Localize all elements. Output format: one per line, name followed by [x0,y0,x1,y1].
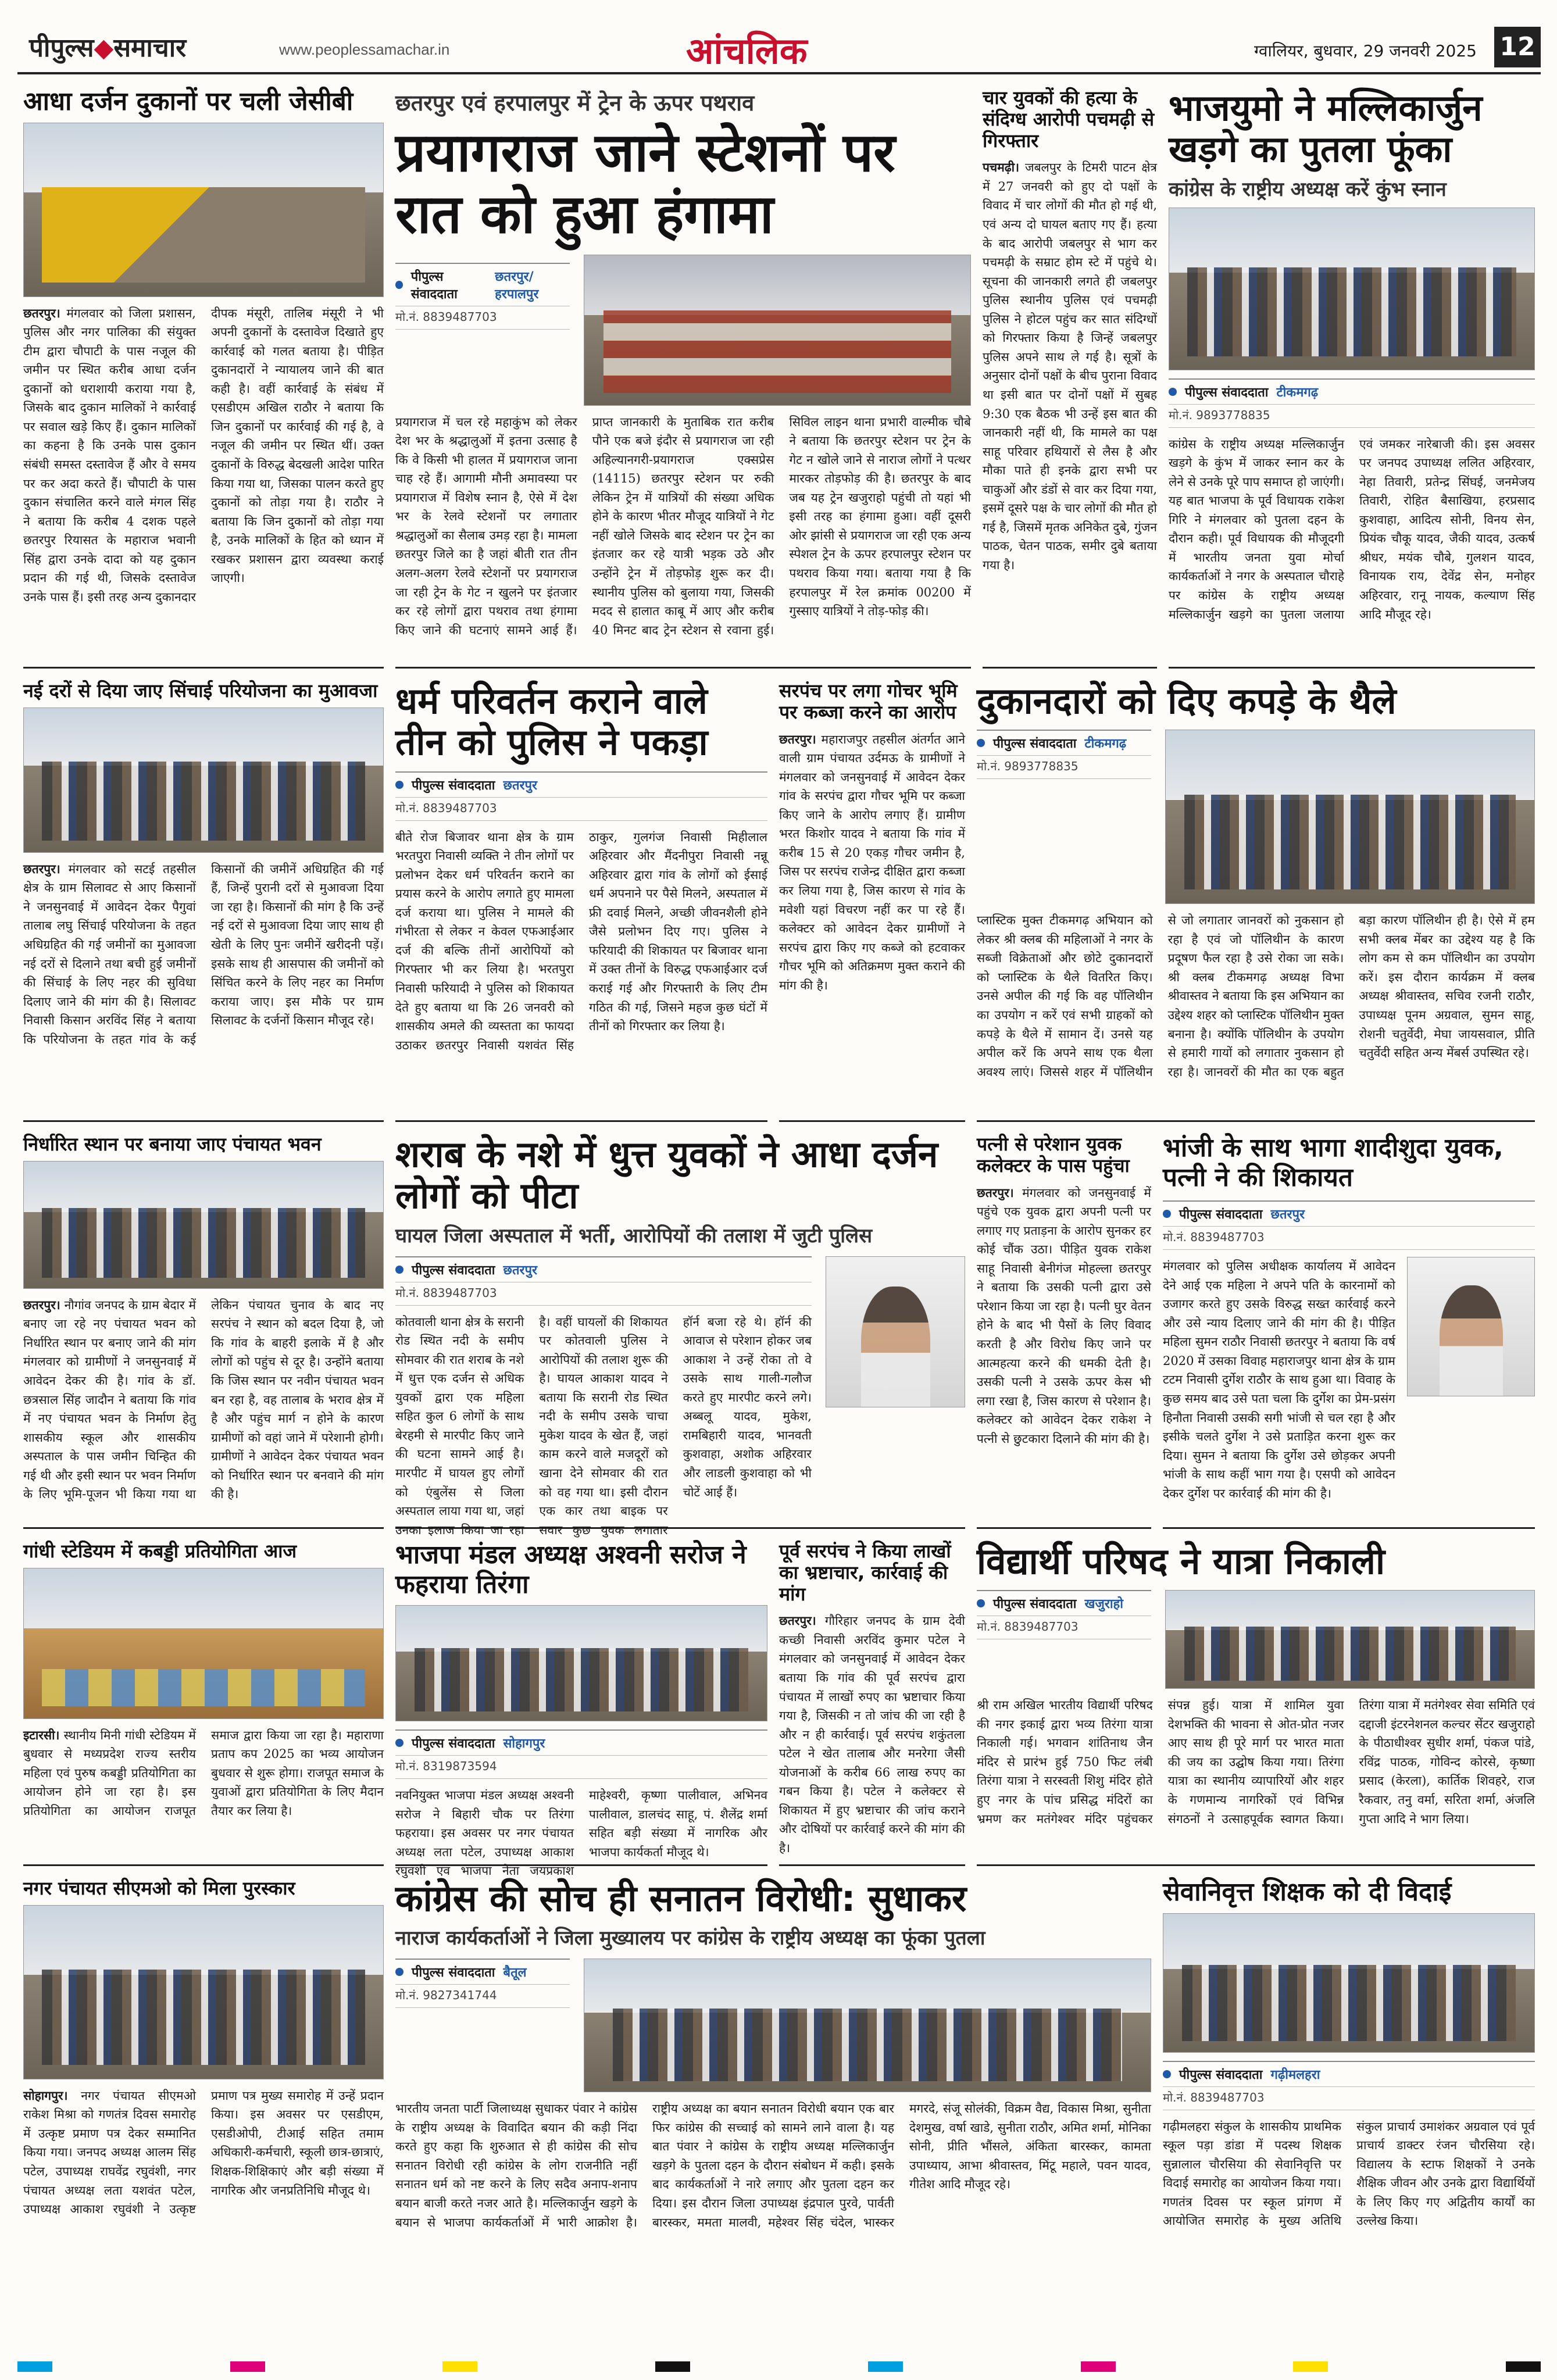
byline-dot-icon [1163,2070,1171,2078]
byline-dot-icon [395,1739,403,1747]
photo-villagers [23,1161,384,1289]
brand-left: पीपुल्स [29,33,94,63]
photo-flag-hoisting [395,1605,767,1721]
body-text: गौरिहार जनपद के ग्राम देवी कच्छी निवासी अरविंद कुमार पटेल ने मंगलवार को जनसुनवाई में आवेदन देकर बताया कि गांव की पूर्व सरपंच द्वारा पंचायत में लाखों रुपए का भ्रष्टाचार किया गया है, जिसकी न तो जांच की जा रही है और न ही कार्रवाई। पूर्व सरपंच शकुंतला पटेल ने खेत तालाब और मनरेगा जैसी योजनाओं के करीब 66 लाख रुपए का गबन किया है। पटेल ने कलेक्टर से शिकायत में हुए भ्रष्टाचार की जांच कराने और दोषियों पर कार्रवाई करने की मांग की है। [779,1614,965,1855]
byline-name: पीपुल्स संवाददाता [1179,1207,1263,1223]
story-murder [983,87,1157,669]
photo-jcb [23,123,384,297]
lead-place: पचमढ़ी। [983,160,1020,175]
body-text: स्थानीय मिनी गांधी स्टेडियम में बुधवार से मध्यप्रदेश राज्य स्तरीय महिला एवं पुरुष कबड्डी प्रतियोगिता का आयोजन होने जा रहा है। इस प्रतियोगिता का आयोजन राजपूत समाज द्वारा किया जा रहा है। महाराणा प्रताप कप 2025 का भव्य आयोजन बुधवार से शुरू होगा। राजपूत समाज के युवाओं द्वारा प्रतियोगिता के लिए मैदान तैयार कर लिया है। [23,1728,384,1818]
dateline: ग्वालियर, बुधवार, 29 जनवरी 2025 [1254,41,1477,60]
body-text: मंगलवार को जिला प्रशासन, पुलिस और नगर पालिका की संयुक्त टीम द्वारा चौपाटी के पास नजूल की जमीन पर स्थित करीब आधा दर्जन दुकानों को धराशायी कराया गया है, जिसके बाद दुकान मालिकों ने कार्रवाई पर सवाल खड़े किए हैं। दुकान मालिकों का कहना है कि उनके पास दुकान संबंधी समस्त दस्तावेज हैं और वे समय पर कर अदा करते हैं। चौपाटी के पास दुकान संचालित करने वाले मंगल सिंह ने बताया कि करीब 4 दशक पहले छतरपुर रियासत के महाराज भवानी सिंह द्वारा उनके दादा को यह दुकान प्रदान की गई थी, जिसके दस्तावेज उनके पास हैं। इसी तरह अन्य दुकानदार दीपक मंसूरी, तालिब मंसूरी ने भी अपनी दुकानों के दस्तावेज दिखाते हुए कार्रवाई को गलत बताया है। पीड़ित दुकानदारों ने न्यायालय जाने की बात कही है। वहीं कार्रवाई के संबंध में एसडीएम अखिल राठौर ने बताया कि जिन दुकानों पर कार्रवाई की गई है, वे नजूल की जमीन पर स्थित थीं। उक्त दुकानों के विरुद्ध बेदखली आदेश पारित किया गया था, जिसका पालन करते हुए दुकानों को तोड़ा गया है। राठौर ने बताया कि जिन दुकानों को तोड़ा गया है, उनके मालिकों के हित को ध्यान में रखकर प्रशासन द्वारा व्यवस्था कराई जाएगी। [23,306,384,604]
byline-dot-icon [395,781,403,789]
photo-club [1165,730,1535,904]
photo-woman [1407,1257,1535,1396]
story-sharab [395,1133,965,1537]
byline [977,730,1151,756]
body-text: महाराजपुर तहसील अंतर्गत आने वाली ग्राम पंचायत उर्दमऊ के ग्रामीणों ने मंगलवार को जनसुनवाई में आवेदन देकर गांव के सरपंच द्वारा गौचर भूमि पर कब्जा किए जाने के आरोप लगाए हैं। ग्रामीण भरत किशोर यादव ने बताया कि गांव में करीब 15 से 20 एकड़ गौचर जमीन है, जिस पर सरपंच राजेन्द्र दीक्षित द्वारा कब्जा कर लिया गया है, जिस कारण से गांव के मवेशी यहां विचरण नहीं कर पा रहे हैं। कलेक्टर को आवेदन देकर ग्रामीणों ने सरपंच द्वारा किए गए कब्जे को हटवाकर गौचर भूमि को अतिक्रमण मुक्त कराने की मांग की है। [779,732,965,992]
deck: कांग्रेस के राष्ट्रीय अध्यक्ष करें कुंभ स्नान [1169,177,1447,201]
byline [977,1590,1151,1616]
lead-place: छतरपुर। [779,731,816,746]
story-bjym [1169,87,1535,669]
lead-place: छतरपुर। [23,305,60,320]
story-body [977,1184,1151,1449]
photo-farmers [23,707,384,853]
cyan-swatch [17,2361,52,2372]
byline-name: पीपुल्स संवाददाता [1179,2067,1263,2082]
byline [395,1729,767,1756]
lead-place: छतरपुर। [23,861,60,876]
byline-place: टीकमगढ़ [1276,385,1319,400]
photo-award [23,1905,384,2079]
story-body: नवनियुक्त भाजपा मंडल अध्यक्ष अश्वनी सरोज ने बिहारी चौक पर तिरंगा फहराया। इस अवसर पर नगर पंचायत अध्यक्ष लता पटेल, उपाध्यक्ष आकाश रघुवंशी एवं भाजपा नेता जयप्रकाश माहेश्वरी, कृष्णा पालीवाल, अभिनव पालीवाल, डालचंद साहू, पं. शैलेंद्र शर्मा सहित बड़ी संख्या में नागरिक और भाजपा कार्यकर्ता मौजूद थे। [395,1788,767,1878]
story-bhrashtachar [779,1541,965,1866]
mobile-number: मो.नं. 9893778835 [1169,405,1535,428]
byline-dot-icon [395,1266,403,1274]
lead-place: छतरपुर। [779,1613,816,1628]
lead-place: छतरपुर। [977,1185,1014,1200]
photo-tiranga-yatra [1165,1590,1535,1689]
color-registration-strip [17,2361,1541,2372]
story-body: भारतीय जनता पार्टी जिलाध्यक्ष सुधाकर पंवार ने कांग्रेस के राष्ट्रीय अध्यक्ष के विवादित बयान की कड़ी निंदा करते हुए कहा कि शुरुआत से ही कांग्रेस की सोच सनातन विरोधी रही कांग्रेस के लोग राजनीति नहीं सनातन धर्म को नष्ट करने के लिए सदैव अनाप-शनाप बयान बाजी करते नजर आते है। मल्लिकार्जुन खड़गे के बयान से भाजपा कार्यकर्ताओं में भारी आक्रोश है। राष्ट्रीय अध्यक्ष का बयान सनातन विरोधी बयान एक बार फिर कांग्रेस की सच्चाई को सामने लाने वाला है। यह बात पंवार ने कांग्रेस के राष्ट्रीय अध्यक्ष मल्लिकार्जुन खड़गे के पुतला दहन के दौरान संबोधन में कही। इसके बाद कार्यकर्ताओं ने नारे लगाए और पुतला दहन कर दिया। इस दौरान जिला उपाध्यक्ष इंद्रपाल पुरवे, पार्वती बारस्कर, ममता मालवी, महेश्वर सिंह चंदेल, भास्कर मगरदे, संजू सोलंकी, विक्रम वैद्य, विकास मिश्रा, सुनीता देशमुख, वर्षा खाडे, सुनीता राठौर, अमित शर्मा, मोनिका सोनी, प्रीति भौंसले, अंकिता बारस्कर, कामता उपाध्याय, आभा श्रीवास्तव, मिंटू महाले, पवन यादव, गीतेश आदि मौजूद रहे। [395,2102,1151,2229]
story-body: कांग्रेस के राष्ट्रीय अध्यक्ष मल्लिकार्जुन खड़गे के कुंभ में जाकर स्नान कर के लेने से उनके पूरे पाप समाप्त हो जाएंगी। यह बात भाजपा के पूर्व विधायक राकेश गिरि ने मंगलवार को पुतला दहन के दौरान कही। पूर्व विधायक की मौजूदगी में भारतीय जनता युवा मोर्चा कार्यकर्ताओं ने नगर के अस्पताल चौराहे पर कांग्रेस के राष्ट्रीय अध्यक्ष मल्लिकार्जुन खड़गे का पुतला जलाया एवं जमकर नारेबाजी की। इस अवसर पर जनपद उपाध्यक्ष ललित अहिरवार, नेहा तिवारी, प्रतेन्द्र सिंघई, जनमेजय तिवारी, रोहित बैसाखिया, हरप्रसाद कुशवाहा, आदित्य सोनी, विनय सेन, प्रियंक चौकू यादव, जैकी यादव, उत्कर्ष श्रीधर, मयंक चौबे, गुलशन यादव, विनायक राय, देवेंद्र सेन, मनोहर अहिरवार, रानू नायक, कल्याण सिंह आदि मौजूद रहे। [1169,437,1535,621]
headline: भाजपा मंडल अध्यक्ष अश्वनी सरोज ने फहराया तिरंगा [395,1540,747,1599]
story-congress [395,1878,1151,2343]
mobile-number: मो.नं. 8839487703 [977,1616,1151,1639]
lead-place: इटारसी। [23,1727,60,1742]
photo-injured [826,1256,965,1407]
byline-name: पीपुल्स संवाददाता [412,778,495,793]
kicker: छतरपुर एवं हरपालपुर में ट्रेन के ऊपर पथराव [395,90,755,116]
story-lead [395,87,971,669]
story-body: प्रयागराज में चल रहे महाकुंभ को लेकर देश भर के श्रद्धालुओं में इतना उत्साह है कि वे किसी भी हालत में प्रयागराज जाना चाह रहे हैं। आगामी मौनी अमावस्या पर प्रयागराज में विशेष स्नान है, ऐसे में देश भर के रेलवे स्टेशनों पर लगातार श्रद्धालुओं का सैलाब उमड़ रहा है। मामला छतरपुर जिले का है जहां बीती रात तीन अलग-अलग रेलवे स्टेशनों पर प्रयागराज जा रही ट्रेन के गेट न खुलने पर इंतजार कर रहे लोगों द्वारा पथराव तथा हंगामा किए जाने की घटनाएं सामने आई हैं। प्राप्त जानकारी के मुताबिक रात करीब पौने एक बजे इंदौर से प्रयागराज जा रही अहिल्यानगरी-प्रयागराज एक्सप्रेस (14115) छतरपुर स्टेशन पर रुकी लेकिन ट्रेन में यात्रियों की संख्या अधिक होने के कारण भीतर मौजूद यात्रियों ने गेट नहीं खोले जिसके बाद स्टेशन पर ट्रेन का इंतजार कर रहे यात्री भड़क उठे और उन्होंने ट्रेन में तोड़फोड़ शुरू कर दी। स्थानीय पुलिस को बुलाया गया, जिसकी मदद से हालात काबू में आए और करीब 40 मिनट बाद ट्रेन स्टेशन से रवाना हुई। सिविल लाइन थाना प्रभारी वाल्मीक चौबे ने बताया कि छतरपुर स्टेशन पर ट्रेन के गेट न खोले जाने से नाराज लोगों ने पत्थर मारकर तोड़फोड़ की है। छतरपुर के बाद जब यह ट्रेन खजुराहो पहुंची तो यहां भी इसी तरह का हंगामा हुआ। वहीं दूसरी ओर झांसी से प्रयागराज जा रही एक अन्य स्पेशल ट्रेन के ऊपर हरपालपुर स्टेशन पर पथराव किया गया। बताया गया है कि हरपालपुर में रेल क्रमांक 00200 में गुस्साए यात्रियों ने तोड़-फोड़ की। [395,414,971,637]
body-text: मंगलवार को सटई तहसील क्षेत्र के ग्राम सिलावट से आए किसानों ने जनसुनवाई में आवेदन देकर पैगुवां तालाब लघु सिंचाई परियोजना के तहत अधिग्रहित की गई जमीनों का मुआवजा नई दरों से दिलाने तथा बची हुई जमीनों की सिंचाई के लिए नहर की सुविधा दिलाए जाने की मांग की है। सिलावट निवासी किसान अरविंद सिंह ने बताया कि परियोजना के तहत गांव के कई किसानों की जमीनें अधिग्रहित की गई हैं, जिन्हें पुरानी दरों से मुआवजा दिया जा रहा है। किसानों की मांग है कि उन्हें नई दरों से मुआवजा दिया जाए साथ ही खेती के लिए पुनः जमीनें खरीदनी पड़ें। इसके साथ ही आसपास की जमीनों को सिंचित करने के लिए नहर का निर्माण कराया जाए। इस मौके पर ग्राम सिलावट के दर्जनों किसान मौजूद रहे। [23,862,384,1046]
byline-dot-icon [395,281,403,289]
section-title: आंचलिक [686,30,808,72]
headline: नगर पंचायत सीएमओ को मिला पुरस्कार [23,1877,295,1899]
story-body: श्री राम अखिल भारतीय विद्यार्थी परिषद की नगर इकाई द्वारा भव्य तिरंगा यात्रा निकाली गई। भगवान शांतिनाथ जैन मंदिर से प्रारंभ हुई 750 फिट लंबी तिरंगा यात्रा ने सरस्वती शिशु मंदिर होते हुए नगर के पांच प्रसिद्ध मंदिरों का भ्रमण कर मतंगेश्वर मंदिर पहुंचकर संपन्न हुई। यात्रा में शामिल युवा देशभक्ति की भावना से ओत-प्रोत नजर आए साथ ही पूरे मार्ग पर भारत माता की जय का उद्घोष किया गया। तिरंगा यात्रा का स्थानीय व्यापारियों और शहर के गणमान्य नागरिकों एवं विभिन्न संगठनों ने उत्साहपूर्वक स्वागत किया। तिरंगा यात्रा में मतंगेश्वर सेवा समिति एवं दद्दाजी इंटरनेशनल कल्चर सेंटर खजुराहो के पीठाधीश्वर सुधीर शर्मा, पंकज पांडे, रविंद्र पाठक, गोविन्द कोरसे, कृष्णा प्रसाद (केरला), कार्तिक शिवहरे, राज रैकवार, तनु वर्मा, सरिता शर्मा, अंजलि गुप्ता आदि ने भाग लिया। [977,1698,1535,1826]
body-text: नौगांव जनपद के ग्राम बेदार में बनाए जा रहे नए पंचायत भवन को निर्धारित स्थान पर बनाए जाने की मांग मंगलवार को ग्रामीणों ने जनसुनवाई में आवेदन देकर की है। गांव के डॉ. छत्रसाल सिंह जादौन ने बताया कि गांव में नए पंचायत भवन के निर्माण हेतु शासकीय स्कूल और शासकीय अस्पताल के पास जमीन चिन्हित की गई थी और इसी स्थान पर भवन निर्माण के लिए भूमि-पूजन भी किया गया था लेकिन पंचायत चुनाव के बाद नए सरपंच ने स्थान को बदल दिया है, जो कि गांव के बाहरी इलाके में है और लोगों को पहुंच से दूर है। उन्होंने बताया कि जिस स्थान पर नवीन पंचायत भवन बन रहा है, वह तालाब के भराव क्षेत्र में है और पहुंच मार्ग न होने के कारण ग्रामीणों को वहां जाने में परेशानी होगी। ग्रामीणों ने आवेदन देकर पंचायत भवन को निर्धारित स्थान पर बनवाने की मांग की है। [23,1298,384,1502]
photo-effigy [1169,208,1535,370]
website-url[interactable]: www.peoplessamachar.in [279,41,450,58]
byline-place: छतरपुर [503,1263,537,1278]
magenta-swatch [1081,2361,1116,2372]
story-body [23,860,384,1049]
photo-protest [584,1959,1151,2092]
story-vidai [1163,1878,1535,2343]
story-body [983,158,1157,574]
headline: आधा दर्जन दुकानों पर चली जेसीबी [23,87,353,116]
byline [1169,378,1535,405]
black-swatch [655,2361,690,2372]
story-body [23,1726,384,1821]
photo-stadium [23,1568,384,1719]
story-collector [977,1134,1151,1529]
byline-name: पीपुल्स संवाददाता [410,269,458,302]
deck: नाराज कार्यकर्ताओं ने जिला मुख्यालय पर कांग्रेस के राष्ट्रीय अध्यक्ष का फूंका पुतला [395,1927,985,1950]
body-text: जबलपुर के टिमरी पाटन क्षेत्र में 27 जनवरी को हुए दो पक्षों के विवाद में चार लोगों की मौत हो गई थी, एवं अन्य दो घायल बताए गए हैं। हत्या के बाद आरोपी जबलपुर से भाग कर पचमढ़ी के सम्राट होम स्टे में पहुंचे थे। सूचना की जानकारी लगते ही जबलपुर पुलिस स्थानीय पुलिस एवं पचमढ़ी पुलिस ने होटल पहुंच कर सात संदिग्धों को गिरफ्तार किया है जिन्हें जबलपुर पुलिस अपने साथ ले गई है। सूत्रों के अनुसार दोनों पक्षों के बीच पुराना विवाद था इसी बात पर दोनों पक्षों में सुबह 9:30 एक बैठक भी उन्हें इस बात की जानकारी नहीं थी, कि मामले का पक्ष साहू परिवार हथियारों से लैस है और मौका पाते ही इनके द्वारा सभी पर चाकुओं और डंडों से वार कर दिया गया, इसमें दूसरे पक्ष के चार लोगों की मौत हो गई है, जिसमें मृतक अनिकेत दुबे, गुंजन पाठक, चेतन पाठक, समीर दुबे बताया गया है। [983,160,1157,572]
byline-place: गढ़ीमलहरा [1270,2067,1320,2082]
story-vidyarthi [977,1541,1535,1866]
page-number: 12 [1494,27,1541,67]
byline [395,263,570,306]
mobile-number: मो.नं. 8839487703 [395,1282,812,1306]
byline [395,1959,570,1985]
story-body [23,1296,384,1504]
photo-farewell [1163,1913,1535,2053]
magenta-swatch [230,2361,265,2372]
mobile-number: मो.नं. 8839487703 [1163,2087,1535,2110]
mobile-number: मो.नं. 8839487703 [395,306,570,330]
headline: पूर्व सरपंच ने किया लाखों का भ्रष्टाचार, कार्रवाई की मांग [779,1540,951,1605]
byline-name: पीपुल्स संवाददाता [1185,385,1269,400]
headline: शराब के नशे में धुत्त युवकों ने आधा दर्जन लोगों को पीटा [395,1133,938,1217]
byline [1163,2061,1535,2087]
story-body [779,1611,965,1857]
byline-name: पीपुल्स संवाददाता [993,737,1077,752]
headline: प्रयागराज जाने स्टेशनों पर रात को हुआ हंगामा [395,121,895,245]
headline: सेवानिवृत्त शिक्षक को दी विदाई [1163,1877,1452,1907]
headline: कांग्रेस की सोच ही सनातन विरोधी: सुधाकर [395,1877,967,1920]
story-body: कोतवाली थाना क्षेत्र के सरानी रोड स्थित नदी के समीप सोमवार की रात शराब के नशे में धुत्त एक दर्जन से अधिक युवकों द्वारा एक महिला सहित कुल 6 लोगों के साथ बेरहमी से मारपीट किए जाने की घटना सामने आई है। मारपीट में घायल हुए लोगों को एंबुलेंस से जिला अस्पताल लाया गया था, जहां उनका इलाज किया जा रहा है। वहीं घायलों की शिकायत पर कोतवाली पुलिस ने आरोपियों की तलाश शुरू की है। घायल आकाश यादव ने बताया कि सरानी रोड स्थित नदी के समीप उसके चाचा मुकेश यादव के खेत हैं, जहां काम करने वाले मजदूरों को खाना देने सोमवार की रात को वह गया था। इसी दौरान एक कार तथा बाइक पर सवार कुछ युवक लगातार हॉर्न बजा रहे थे। हॉर्न की आवाज से परेशान होकर जब आकाश ने उन्हें रोका तो वे उसके साथ गाली-गलौज करते हुए मारपीट करने लगे। अब्बलू यादव, मुकेश, रामबिहारी यादव, भानवती कुशवाहा, अशोक अहिरवार और लाडली कुशवाहा को भी चोटें आई हैं। [395,1314,812,1537]
byline-name: पीपुल्स संवाददाता [412,1263,495,1278]
story-bhanji [1163,1134,1535,1529]
byline-name: पीपुल्स संवाददाता [412,1736,495,1752]
story-body [779,730,965,995]
byline-place: छतरपुर [503,778,537,793]
byline-place: खजुराहो [1084,1597,1123,1612]
brand-right: समाचार [113,33,187,63]
headline: सरपंच पर लगा गोचर भूमि पर कब्जा करने का आरोप [779,680,958,723]
byline-place: छतरपुर/हरपालपुर [495,269,539,302]
mobile-number: मो.नं. 9827341744 [395,1985,570,2008]
headline: चार युवकों की हत्या के संदिग्ध आरोपी पचमढ़ी से गिरफ्तार [983,87,1155,152]
headline: पत्नी से परेशान युवक कलेक्टर के पास पहुंचा [977,1133,1130,1177]
byline [395,1256,812,1282]
byline-place: बैतूल [503,1966,527,1981]
body-text: मंगलवार को जनसुनवाई में पहुंचे एक युवक द्वारा अपनी पत्नी पर लगाए गए प्रताड़ना के आरोप सुनकर हर कोई चौंक उठा। पीड़ित युवक राकेश साहू निवासी बेनीगंज मोहल्ला छतरपुर ने बताया कि उसकी पत्नी द्वारा उसे परेशान किया जा रहा है। पत्नी घुर वेतन होने के बाद भी पैसों के लिए विवाद करती है और विरोध किए जाने पर आत्महत्या करने की धमकी देती है। उसकी पत्नी ने उसके ऊपर केस भी लगा रखा है, जिस कारण से परेशान है। कलेक्टर को आवेदन देकर राकेश ने पत्नी से छुटकारा दिलाने की मांग की है। [977,1185,1151,1446]
mobile-number: मो.नं. 8319873594 [395,1756,767,1779]
headline: विद्यार्थी परिषद ने यात्रा निकाली [977,1540,1385,1582]
story-jcb [23,87,384,669]
byline-place: छतरपुर [1270,1207,1305,1223]
story-dharm [395,680,767,1122]
newspaper-logo[interactable] [29,29,186,64]
headline: गांधी स्टेडियम में कबड्डी प्रतियोगिता आज [23,1540,297,1562]
headline: दुकानदारों को दिए कपड़े के थैले [977,680,1397,722]
story-bjp-mandal [395,1540,767,1878]
byline [395,771,767,798]
headline: नई दरों से दिया जाए सिंचाई परियोजना का मुआवजा [23,680,378,702]
story-kabaddi [23,1541,384,1866]
mobile-number: मो.नं. 9893778835 [977,756,1151,779]
byline-place: सोहागपुर [503,1736,545,1752]
body-text: नगर पंचायत सीएमओ राकेश मिश्रा को गणतंत्र दिवस समारोह में उत्कृष्ट प्रमाण पत्र देकर सम्मानित किया गया। जनपद अध्यक्ष आलम सिंह पटेल, उपाध्यक्ष राघवेंद्र रघुवंशी, नगर पंचायत अध्यक्ष लता यशवंत पटेल, उपाध्यक्ष आकाश रघुवंशी ने उत्कृष्ट प्रमाण पत्र मुख्य समारोह में उन्हें प्रदान किया। इस अवसर पर एसडीएम, एसडीओपी, टीआई सहित तमाम अधिकारी-कर्मचारी, स्कूली छात्र-छात्राएं, शिक्षक-शिक्षिकाएं और बड़ी संख्या में नागरिक और जनप्रतिनिधि मौजूद थे। [23,2088,384,2217]
byline-dot-icon [977,739,985,747]
byline-dot-icon [395,1968,403,1976]
byline [1163,1200,1535,1227]
story-sinchai [23,680,384,1122]
byline-place: टीकमगढ़ [1084,737,1127,752]
byline-name: पीपुल्स संवाददाता [412,1966,495,1981]
story-body: मंगलवार को पुलिस अधीक्षक कार्यालय में आवेदन देने आई एक महिला ने अपने पति के कारनामों को उजागर करते हुए उसके विरुद्ध सख्त कार्रवाई करने और उसे न्याय दिलाए जाने की मांग की है। पीड़ित महिला सुमन राठौर निवासी छतरपुर ने बताया कि वर्ष 2020 में उसका विवाह महाराजपुर थाना क्षेत्र के ग्राम टटम निवासी दुर्गेश राठौर के साथ हुआ था। विवाह के कुछ समय बाद उसे पता चला कि दुर्गेश का प्रेम-प्रसंग हिनौता निवासी उसकी सगी भांजी से चल रहा है और इसीके चलते दुर्गेश ने उसे प्रताड़ित करना शुरू कर दिया। सुमन ने बताया कि दुर्गेश उसे छोड़कर अपनी भांजी के साथ कहीं भाग गया है। एसपी को आवेदन देकर दुर्गेश पर कार्रवाई की मांग की है। [1163,1259,1395,1500]
byline-dot-icon [977,1599,985,1607]
byline-name: पीपुल्स संवाददाता [993,1597,1077,1612]
lead-place: छतरपुर। [23,1297,60,1312]
story-body [23,2086,384,2219]
story-body: प्लास्टिक मुक्त टीकमगढ़ अभियान को लेकर श्री क्लब की महिलाओं ने नगर के सब्जी विक्रेताओं और छोटे दुकानदारों को प्लास्टिक के थैले वितरित किए। उनसे अपील की गई कि वह पॉलिथीन का उपयोग न करें एवं सभी ग्राहकों को कपड़े के थैले में सामान दें। उनसे यह अपील करें कि अपने साथ एक थैला अवश्य लाएं। जिससे शहर में पॉलिथीन से जो लगातार जानवरों को नुकसान हो रहा है एवं जो पॉलिथीन के कारण प्रदूषण फैल रहा है उसे रोका जा सके। श्री क्लब टीकमगढ़ अध्यक्ष विभा श्रीवास्तव ने बताया कि इस अभियान का उद्देश्य शहर को प्लास्टिक पॉलिथीन मुक्त बनाना है। क्योंकि पॉलिथीन के उपयोग से हमारी गायों को लगातार नुकसान हो रहा है। जानवरों की मौत का एक बहुत बड़ा कारण पॉलिथीन ही है। ऐसे में हम सभी क्लब मेंबर का उद्देश्य यह है कि लोग कम से कम पॉलिथीन का उपयोग करें। इस दौरान कार्यक्रम में क्लब अध्यक्ष श्रीवास्तव, सचिव रजनी राठौर, उपाध्यक्ष पूनम अग्रवाल, सुमन साहू, रोशनी चतुर्वेदी, मेघा जायसवाल, प्रीति चतुर्वेदी सहित अन्य मेंबर्स उपस्थित रहे। [977,913,1535,1079]
yellow-swatch [1293,2361,1328,2372]
story-body [23,304,384,607]
story-body: बीते रोज बिजावर थाना क्षेत्र के ग्राम भरतपुरा निवासी व्यक्ति ने तीन लोगों पर प्रलोभन देकर धर्म परिवर्तन कराने का प्रयास करने के आरोप लगाते हुए मामला दर्ज कराया था। पुलिस ने मामले की गंभीरता से लेकर न केवल एफआईआर दर्ज की बल्कि तीनों आरोपियों को गिरफ्तार भी कर लिया है। भरतपुरा निवासी फरियादी ने पुलिस को शिकायत देते हुए बताया था कि 26 जनवरी को शासकीय अमले की व्यस्तता का फायदा उठाकर छतरपुर निवासी यशवंत सिंह ठाकुर, गुलगंज निवासी मिहीलाल अहिरवार और मैंदनीपुरा निवासी नन्नू अहिरवार द्वारा गांव के लोगों को ईसाई धर्म अपनाने पर पैसे मिलने, अस्पताल में फ्री दवाई मिलने, अच्छी जीवनशैली होने जैसे प्रलोभन दिए गए। पुलिस ने फरियादी की शिकायत पर बिजावर थाना में उक्त तीनों के विरुद्ध एफआईआर दर्ज कराई गई और गिरफ्तारी के लिए टीम गठित की गई, जिसने महज कुछ घंटों में तीनों को गिरफ्तार कर लिया है। [395,830,767,1052]
brand-dot-icon: ◆ [94,33,114,63]
masthead [17,23,1541,74]
headline: भांजी के साथ भागा शादीशुदा युवक, पत्नी ने की शिकायत [1163,1133,1504,1192]
black-swatch [1506,2361,1541,2372]
cyan-swatch [868,2361,903,2372]
photo-train [584,255,971,406]
mobile-number: मो.नं. 8839487703 [395,798,767,821]
lead-place: सोहागपुर। [23,2088,68,2103]
story-body: गढ़ीमलहरा संकुल के शासकीय प्राथमिक स्कूल पड़ा डांडा में पदस्थ शिक्षक सुन्नालाल चौरसिया की सेवानिवृत्ति पर विदाई समारोह का आयोजन किया गया। गणतंत्र दिवस पर स्कूल प्रांगण में आयोजित समारोह के मुख्य अतिथि संकुल प्राचार्य उमाशंकर अग्रवाल एवं पूर्व प्राचार्य डाक्टर रंजन चौरसिया रहे। विद्यालय के स्टाफ शिक्षकों ने उनके शैक्षिक जीवन और उनके द्वारा विद्यार्थियों के लिए किए गए अद्वितीय कार्यों का उल्लेख किया। [1163,2119,1535,2228]
mobile-number: मो.नं. 8839487703 [1163,1227,1535,1250]
headline: धर्म परिवर्तन कराने वाले तीन को पुलिस ने पकड़ा [395,680,708,764]
story-kapde [977,680,1535,1122]
yellow-swatch [442,2361,477,2372]
headline: भाजयुमो ने मल्लिकार्जुन खड़गे का पुतला फूंका [1169,87,1483,171]
byline-dot-icon [1163,1210,1171,1218]
byline-dot-icon [1169,388,1177,396]
headline: निर्धारित स्थान पर बनाया जाए पंचायत भवन [23,1133,322,1155]
deck: घायल जिला अस्पताल में भर्ती, आरोपियों की तलाश में जुटी पुलिस [395,1224,873,1248]
story-panchayat [23,1134,384,1529]
story-gochar [779,680,965,1122]
story-puraskar [23,1878,384,2343]
